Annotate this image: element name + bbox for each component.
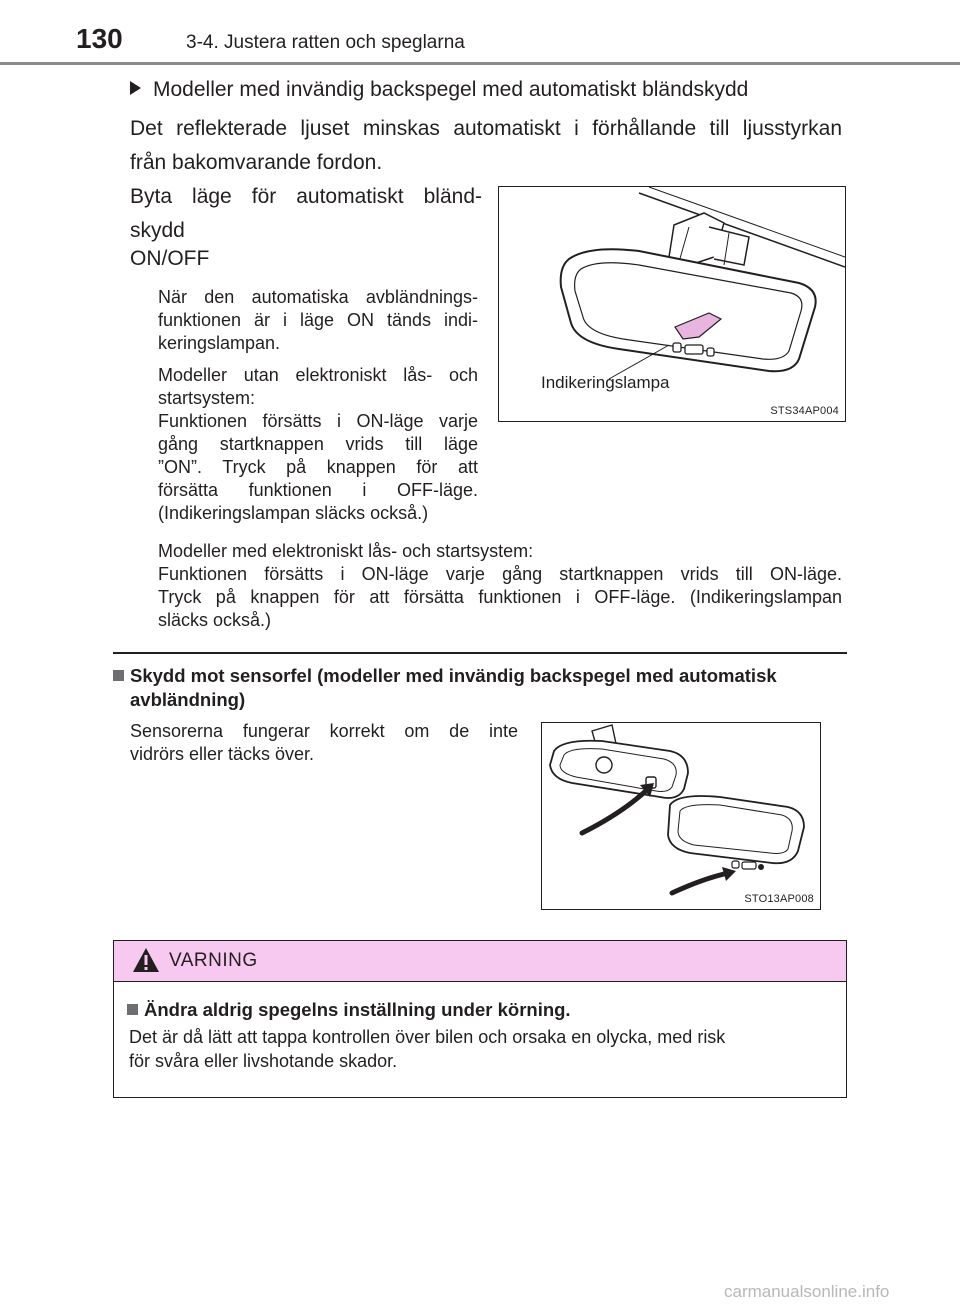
warning-body-line: för svåra eller livshotande skador. xyxy=(129,1051,398,1071)
watermark: carmanualsonline.info xyxy=(724,1282,890,1301)
warning-body-line: Det är då lätt att tappa kontrollen över bilen och orsaka en olycka, med risk xyxy=(129,1027,726,1047)
mode-title-line: skydd xyxy=(130,219,185,242)
sensor-line: vidrörs eller täcks över. xyxy=(130,744,315,764)
note-line: (Indikeringslampan släcks också.) xyxy=(158,503,429,523)
note-line: Funktionen försätts i ON-läge varje xyxy=(158,411,478,431)
bullet-heading xyxy=(130,76,748,104)
note-line: funktionen är i läge ON tänds indi- xyxy=(158,310,478,330)
square-bullet-icon xyxy=(127,1004,138,1015)
intro-paragraph xyxy=(130,112,842,180)
figure-code: STO13AP008 xyxy=(744,893,814,905)
note-line: Modeller med elektroniskt lås- och startsystem: xyxy=(158,541,534,561)
intro-line: från bakomvarande fordon. xyxy=(130,151,383,174)
bullet-heading-text: Modeller med invändig backspegel med automatiskt bländskydd xyxy=(153,78,749,101)
figure-code: STS34AP004 xyxy=(770,405,839,417)
intro-line: Det reflekterade ljuset minskas automatiskt i förhållande till ljusstyrkan xyxy=(130,117,842,140)
square-bullet-icon xyxy=(113,670,124,681)
subheading-line: avbländning) xyxy=(130,689,246,710)
warning-triangle-icon xyxy=(132,947,160,973)
note-line: Tryck på knappen för att försätta funktionen i OFF-läge. (Indikeringslampan xyxy=(158,587,842,607)
sensor-illustration xyxy=(542,723,820,909)
note-line: släcks också.) xyxy=(158,610,272,630)
header-rule xyxy=(0,62,960,65)
section-divider xyxy=(113,652,847,654)
mode-title-line: Byta läge för automatiskt bländ- xyxy=(130,185,482,208)
note-with-smart-key xyxy=(158,540,842,632)
subheading-line: Skydd mot sensorfel (modeller med invändig backspegel med automatisk xyxy=(130,665,777,686)
note-without-smart-key xyxy=(158,364,478,525)
note-line: Modeller utan elektroniskt lås- och xyxy=(158,365,478,385)
section-title: 3-4. Justera ratten och speglarna xyxy=(186,32,465,53)
note-line: gång startknappen vrids till läge xyxy=(158,434,478,454)
triangle-bullet-icon xyxy=(130,81,141,95)
note-line: keringslampan. xyxy=(158,333,281,353)
warning-header xyxy=(114,941,846,982)
note-line: När den automatiska avbländnings- xyxy=(158,287,478,307)
note-line: Funktionen försätts i ON-läge varje gång startknappen vrids till ON-läge. xyxy=(158,564,842,584)
note-line: försätta funktionen i OFF-läge. xyxy=(158,480,478,500)
warning-title-text: Ändra aldrig spegelns inställning under körning. xyxy=(144,999,571,1020)
note-line: ”ON”. Tryck på knappen för att xyxy=(158,457,478,477)
mode-title xyxy=(130,180,482,248)
figure-mirror-sensors xyxy=(541,722,821,910)
note-indicator-on xyxy=(158,286,478,355)
warning-body xyxy=(129,1025,834,1073)
sensor-paragraph xyxy=(130,720,518,766)
figure-auto-dimming-mirror xyxy=(498,186,846,422)
indicator-label: Indikeringslampa xyxy=(541,373,670,392)
sensor-subheading xyxy=(113,664,847,712)
sensor-line: Sensorerna fungerar korrekt om de inte xyxy=(130,721,518,741)
warning-title xyxy=(127,998,571,1022)
warning-label: VARNING xyxy=(169,950,258,971)
warning-box xyxy=(113,940,847,1098)
page-number: 130 xyxy=(76,23,123,54)
note-line: startsystem: xyxy=(158,388,256,408)
onoff-label: ON/OFF xyxy=(130,247,210,270)
